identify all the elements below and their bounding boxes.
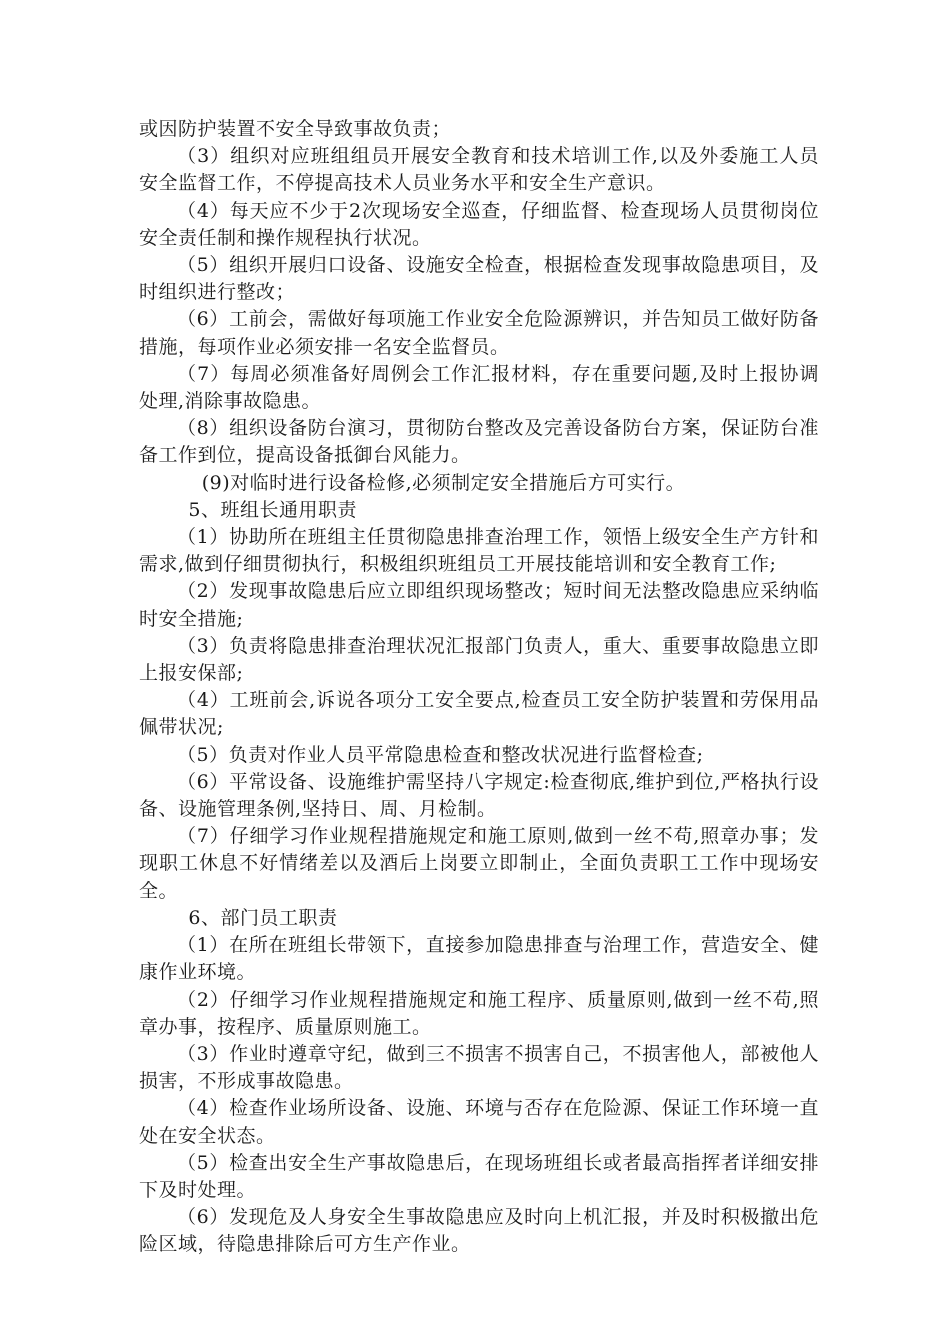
paragraph-item-8: （8）组织设备防台演习，贯彻防台整改及完善设备防台方案，保证防台准备工作到位，提高设备抵御台风能力。	[139, 417, 819, 467]
paragraph-item-3: （3）作业时遵章守纪，做到三不损害不损害自己，不损害他人，部被他人损害，不形成事故隐患。	[139, 1042, 819, 1093]
paragraph-item-5: （5）检查出安全生产事故隐患后，在现场班组长或者最高指挥者详细安排下及时处理。	[139, 1151, 819, 1201]
paragraph-item-2: （2）发现事故隐患后应立即组织现场整改；短时间无法整改隐患应采纳临时安全措施;	[139, 580, 819, 630]
paragraph-item-7: （7）每周必须准备好周例会工作汇报材料，存在重要问题,及时上报协调处理,消除事故隐患。	[139, 362, 819, 413]
paragraph-item-7: （7）仔细学习作业规程措施规定和施工原则,做到一丝不苟,照章办事；发现职工休息不好情绪差以及酒后上岗要立即制止，全面负责职工工作中现场安全。	[139, 825, 819, 902]
paragraph-item-6: （6）平常设备、设施维护需坚持八字规定:检查彻底,维护到位,严格执行设备、设施管理条例,坚持日、周、月检制。	[139, 770, 819, 821]
paragraph-item-4: （4）工班前会,诉说各项分工安全要点,检查员工安全防护装置和劳保用品佩带状况;	[139, 689, 819, 739]
section-heading-6: 6、部门员工职责	[188, 906, 338, 929]
paragraph-item-5: （5）负责对作业人员平常隐患检查和整改状况进行监督检查;	[177, 743, 704, 766]
paragraph-item-1: （1）协助所在班组主任贯彻隐患排查治理工作，领悟上级安全生产方针和需求,做到仔细贯彻执行，积极组织班组员工开展技能培训和安全教育工作;	[139, 526, 819, 576]
paragraph-item-4: （4）检查作业场所设备、设施、环境与否存在危险源、保证工作环境一直处在安全状态。	[139, 1097, 819, 1147]
paragraph-item-2: （2）仔细学习作业规程措施规定和施工程序、质量原则,做到一丝不苟,照章办事，按程序、质量原则施工。	[139, 988, 819, 1038]
paragraph-item-3: （3）负责将隐患排查治理状况汇报部门负责人，重大、重要事故隐患立即上报安保部;	[139, 634, 819, 685]
paragraph-item-1: （1）在所在班组长带领下，直接参加隐患排查与治理工作，营造安全、健康作业环境。	[139, 934, 819, 984]
paragraph-item-6: （6）工前会，需做好每项施工作业安全危险源辨识，并告知员工做好防备措施，每项作业必须安排一名安全监督员。	[139, 308, 819, 358]
paragraph-item-3: （3）组织对应班组组员开展安全教育和技术培训工作,以及外委施工人员安全监督工作，不停提高技术人员业务水平和安全生产意识。	[139, 145, 819, 195]
paragraph-item-9: (9)对临时进行设备检修,必须制定安全措施后方可实行。	[201, 471, 686, 494]
paragraph-item-4: （4）每天应不少于2次现场安全巡查，仔细监督、检查现场人员贯彻岗位安全责任制和操作规程执行状况。	[139, 199, 819, 249]
section-heading-5: 5、班组长通用职责	[188, 498, 357, 521]
paragraph-continuation: 或因防护装置不安全导致事故负责；	[139, 118, 452, 140]
document-body	[139, 116, 819, 1259]
paragraph-item-5: （5）组织开展归口设备、设施安全检查，根据检查发现事故隐患项目，及时组织进行整改；	[139, 254, 819, 304]
paragraph-item-6: （6）发现危及人身安全生事故隐患应及时向上机汇报，并及时积极撤出危险区域，待隐患排除后可方生产作业。	[139, 1206, 819, 1256]
